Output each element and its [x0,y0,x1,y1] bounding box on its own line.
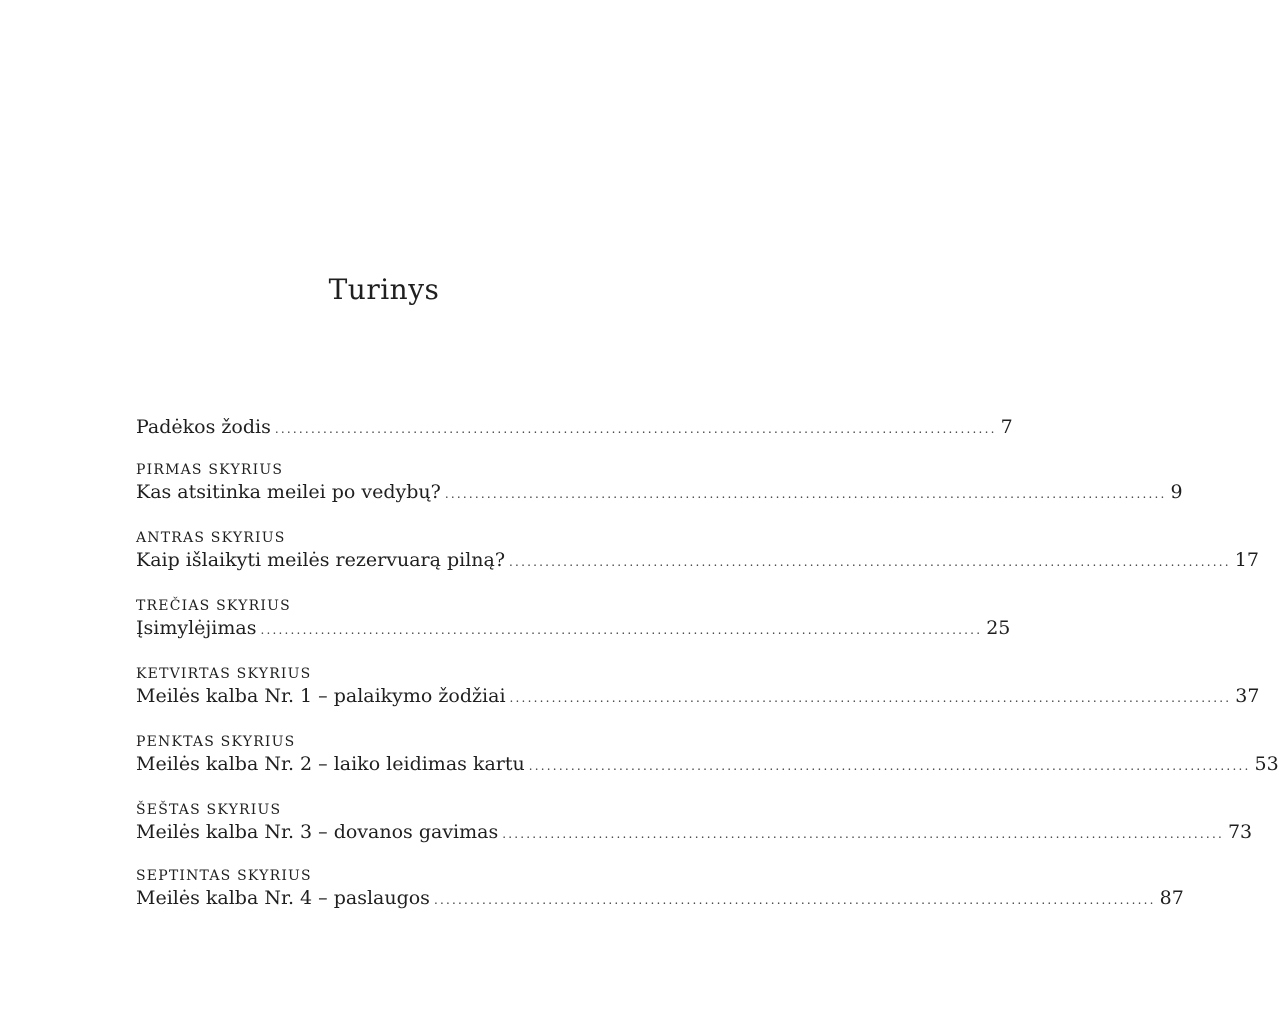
toc-entry-title: Meilės kalba Nr. 2 – laiko leidimas kartu [136,753,525,775]
toc-entry-chapter-3[interactable] [136,597,1011,641]
toc-page-number: 9 [1170,481,1183,503]
chapter-label: SEPTINTAS SKYRIUS [136,868,312,884]
toc-entry-chapter-6[interactable] [136,801,1253,845]
toc-line [136,751,1279,777]
toc-page-number: 37 [1235,685,1260,707]
dot-leader: ........................................................................................................................ [260,623,983,637]
toc-page-number: 7 [1000,416,1013,438]
dot-leader: ........................................................................................................................ [509,555,1231,569]
chapter-label: PIRMAS SKYRIUS [136,462,284,478]
toc-page-number: 73 [1227,821,1253,843]
chapter-label: KETVIRTAS SKYRIUS [136,666,312,682]
chapter-label: TREČIAS SKYRIUS [136,598,291,614]
toc-line [136,414,1013,440]
toc-entry-foreword[interactable] [136,414,1013,440]
table-of-contents [136,0,1279,1024]
page-title: Turinys [328,273,440,306]
dot-leader: ........................................................................................................................ [274,422,997,436]
toc-line [136,615,1011,641]
toc-page-number: 17 [1234,549,1259,571]
toc-line [136,885,1184,911]
toc-line [136,819,1253,845]
chapter-label: PENKTAS SKYRIUS [136,734,296,750]
toc-entry-chapter-4[interactable] [136,665,1260,709]
toc-page-number: 25 [986,617,1011,639]
toc-line [136,479,1183,505]
toc-page-number: 53 [1254,753,1279,775]
toc-entry-chapter-7[interactable] [136,867,1184,911]
toc-entry-title: Įsimylėjimas [136,617,257,639]
toc-entry-title: Kas atsitinka meilei po vedybų? [136,481,441,503]
toc-entry-title: Meilės kalba Nr. 4 – paslaugos [136,887,430,909]
chapter-label: ANTRAS SKYRIUS [136,530,286,546]
toc-entry-chapter-5[interactable] [136,733,1279,777]
toc-entry-title: Kaip išlaikyti meilės rezervuarą pilną? [136,549,506,571]
dot-leader: ........................................................................................................................ [433,893,1156,907]
toc-line [136,547,1259,573]
toc-entry-title: Padėkos žodis [136,416,271,438]
chapter-label: ŠEŠTAS SKYRIUS [136,802,282,818]
toc-entry-chapter-1[interactable] [136,461,1183,505]
toc-entry-title: Meilės kalba Nr. 1 – palaikymo žodžiai [136,685,506,707]
toc-entry-chapter-2[interactable] [136,529,1259,573]
dot-leader: ........................................................................................................................ [502,827,1224,841]
toc-line [136,683,1260,709]
dot-leader: ........................................................................................................................ [528,759,1251,773]
toc-page-number: 87 [1159,887,1184,909]
dot-leader: ........................................................................................................................ [509,691,1232,705]
dot-leader: ........................................................................................................................ [444,487,1167,501]
toc-entry-title: Meilės kalba Nr. 3 – dovanos gavimas [136,821,499,843]
